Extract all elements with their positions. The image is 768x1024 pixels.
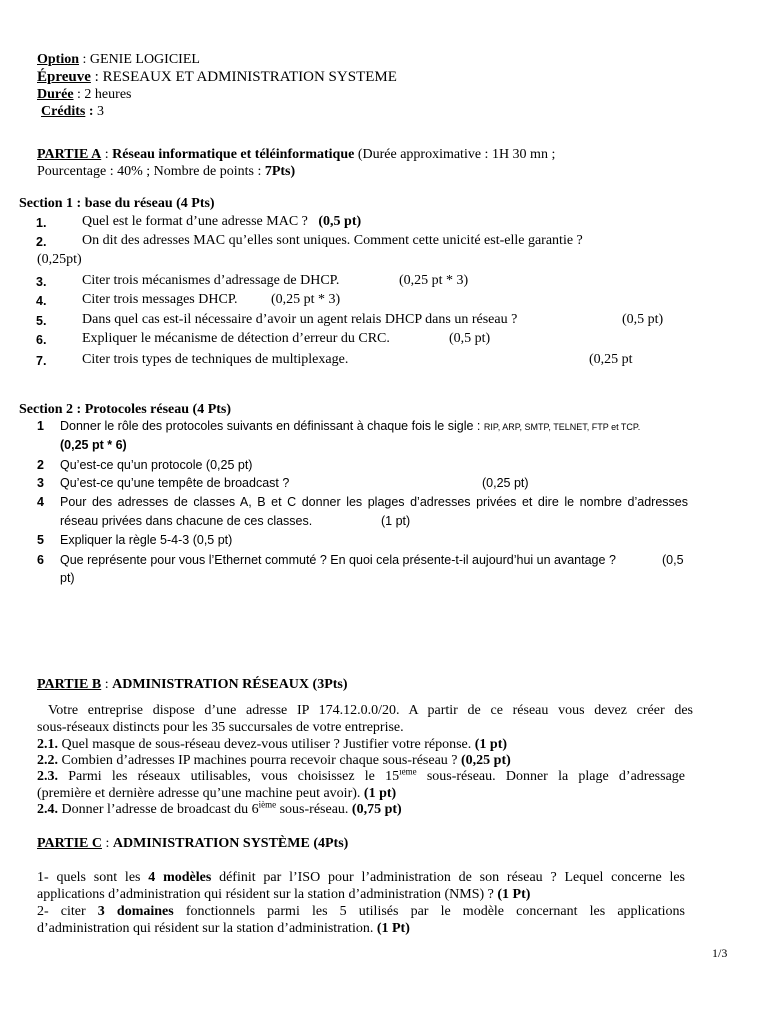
question-points: (0,25 pt) — [482, 476, 529, 490]
question-points: (1 pt) — [381, 514, 411, 528]
section-1-title: Section 1 : base du réseau (4 Pts) — [19, 196, 215, 211]
partie-b-title: PARTIE B — [37, 677, 102, 692]
partie-b-subtitle: ADMINISTRATION RÉSEAUX (3Pts) — [112, 677, 348, 692]
question-points: (0,25pt) — [37, 252, 82, 267]
question-points: (0,5 — [662, 553, 684, 567]
epreuve-line — [37, 69, 397, 86]
question-text: Qu’est-ce qu’un protocole (0,25 pt) — [60, 458, 253, 472]
question-text: Citer trois messages DHCP. — [82, 292, 238, 307]
duree-value: : 2 heures — [73, 87, 132, 102]
question-number: 1. — [36, 216, 47, 230]
question-number: 3 — [37, 476, 44, 490]
protocol-list: RIP, ARP, SMTP, TELNET, FTP et TCP. — [483, 422, 641, 432]
question-points: (0,25 pt * 6) — [60, 438, 127, 452]
question-2-4: 2.4. Donner l’adresse de broadcast du 6ième sous-réseau. (0,75 pt) — [37, 799, 402, 817]
question-text: Pour des adresses de classes A, B et C donner les plages d’adresses privées et dire le nombre d’adresses — [60, 495, 688, 509]
duree-label: Durée — [37, 87, 74, 102]
question-text-cont: réseau privées dans chacune de ces classes. — [60, 514, 313, 528]
question-text: Citer trois types de techniques de multiplexage. — [82, 352, 349, 367]
question-number: 2 — [37, 458, 44, 472]
partie-c-heading: PARTIE C : ADMINISTRATION SYSTÈME (4Pts) — [37, 836, 349, 851]
partie-b-intro-cont: sous-réseaux distincts pour les 35 succursales de votre entreprise. — [37, 720, 404, 735]
question-text: Que représente pour vous l’Ethernet commuté ? En quoi cela présente-t-il aujourd’hui un avantage ? — [60, 553, 616, 567]
question-points: (0,25 pt * 3) — [271, 292, 341, 307]
question-number: 6. — [36, 333, 47, 347]
question-c-2: 2- citer 3 domaines fonctionnels parmi les 5 utilisés par le modèle concernant les applications — [37, 904, 685, 919]
question-c-1-cont: applications d’administration qui résident sur la station d’administration (NMS) ? (1 Pt) — [37, 887, 531, 902]
page-number: 1/3 — [712, 946, 728, 960]
question-number: 4. — [36, 294, 47, 308]
partie-c-title: PARTIE C — [37, 836, 102, 851]
question-2-1: 2.1. Quel masque de sous-réseau devez-vous utiliser ? Justifier votre réponse. (1 pt) — [37, 737, 508, 752]
question-points: (0,25 pt * 3) — [399, 273, 469, 288]
question-number: 4 — [37, 495, 44, 509]
question-text: Quel est le format d’une adresse MAC ? (0,5 pt) — [82, 214, 362, 229]
option-line — [37, 52, 200, 68]
partie-b-intro: Votre entreprise dispose d’une adresse IP 174.12.0.0/20. A partir de ce réseau vous devez créer des — [48, 703, 693, 718]
section-2-title: Section 2 : Protocoles réseau (4 Pts) — [19, 402, 232, 417]
question-2-2: 2.2. Combien d’adresses IP machines pourra recevoir chaque sous-réseau ? (0,25 pt) — [37, 753, 511, 768]
partie-c-subtitle: ADMINISTRATION SYSTÈME (4Pts) — [112, 836, 349, 851]
credits-line: Crédits : 3 — [41, 104, 104, 119]
question-points: (0,5 pt) — [449, 331, 491, 346]
question-number: 5. — [36, 314, 47, 328]
question-points: (0,25 pt — [589, 352, 633, 367]
question-number: 7. — [36, 354, 47, 368]
question-text: Expliquer la règle 5-4-3 (0,5 pt) — [60, 533, 233, 547]
question-text: Dans quel cas est-il nécessaire d’avoir un agent relais DHCP dans un réseau ? — [82, 312, 518, 327]
question-number: 1 — [37, 419, 44, 433]
question-number: 3. — [36, 275, 47, 289]
question-text: Donner le rôle des protocoles suivants en définissant à chaque fois le sigle : RIP, ARP, SMTP, TELNET, FTP et TCP. — [60, 419, 641, 433]
duree-line — [37, 87, 131, 103]
question-c-2-cont: d’administration qui résident sur la station d’administration. (1 Pt) — [37, 921, 410, 936]
partie-a-meta-line: Pourcentage : 40% ; Nombre de points : 7Pts) — [37, 164, 296, 179]
partie-a-meta: (Durée approximative : 1H 30 mn ; — [354, 147, 556, 162]
option-value: : GENIE LOGICIEL — [79, 52, 200, 67]
question-c-1: 1- quels sont les 4 modèles définit par l’ISO pour l’administration de son réseau ? Lequel concerne les — [37, 870, 685, 885]
question-text: Expliquer le mécanisme de détection d’erreur du CRC. — [82, 331, 390, 346]
question-2-3: 2.3. Parmi les réseaux utilisables, vous choisissez le 15ième sous-réseau. Donner la plage d’adressage — [37, 769, 685, 784]
question-text: Qu’est-ce qu’une tempête de broadcast ? — [60, 476, 290, 490]
epreuve-label: Épreuve — [37, 69, 91, 85]
partie-a-heading: PARTIE A : Réseau informatique et téléinformatique (Durée approximative : 1H 30 mn ; — [37, 147, 556, 162]
question-text: Citer trois mécanismes d’adressage de DHCP. — [82, 273, 340, 288]
credits-label: Crédits — [41, 104, 86, 119]
question-text: On dit des adresses MAC qu’elles sont uniques. Comment cette unicité est-elle garantie ? — [82, 233, 583, 248]
epreuve-value: : RESEAUX ET ADMINISTRATION SYSTEME — [90, 69, 397, 85]
option-label: Option — [37, 52, 80, 67]
question-number: 2. — [36, 235, 47, 249]
credits-value: 3 — [97, 104, 104, 119]
partie-a-title: PARTIE A — [37, 147, 102, 162]
question-number: 6 — [37, 553, 44, 567]
question-number: 5 — [37, 533, 44, 547]
question-2-3-cont: (première et dernière adresse qu’une machine peut avoir). (1 pt) — [37, 786, 397, 801]
question-points: (0,5 pt) — [622, 312, 664, 327]
partie-b-heading: PARTIE B : ADMINISTRATION RÉSEAUX (3Pts) — [37, 677, 348, 692]
partie-a-subtitle: Réseau informatique et téléinformatique — [112, 147, 355, 162]
question-points-cont: pt) — [60, 571, 75, 585]
